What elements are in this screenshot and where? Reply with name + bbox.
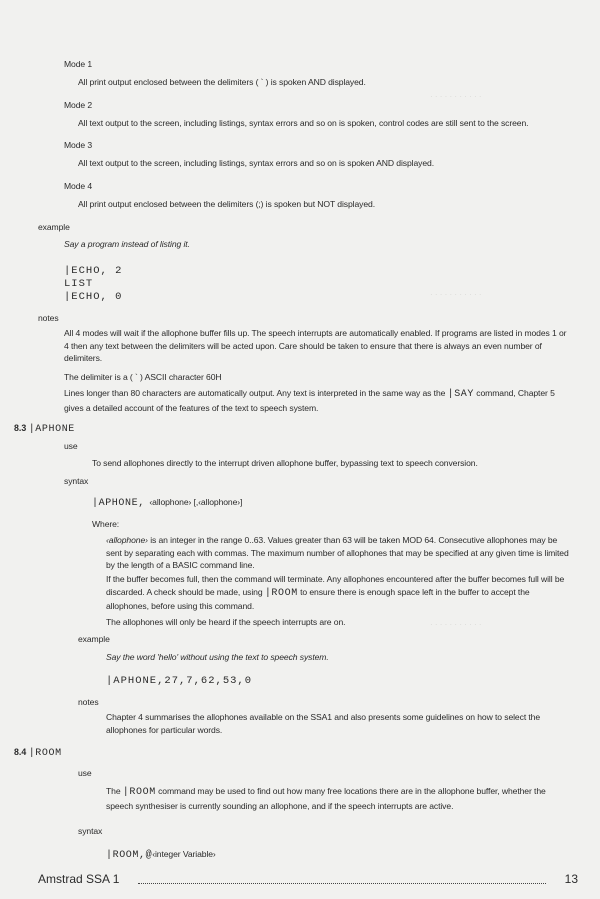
- room-syntax: [106, 848, 216, 863]
- echo-notes-paragraph-2: Lines longer than 80 characters are automatically output. Any text is interpreted in the same way as the |SAY command, Chapter 5 gives a detailed account of the features of the text to speech system.: [64, 388, 555, 413]
- where-label: Where:: [92, 519, 120, 529]
- aphone-notes-heading: notes: [78, 697, 99, 707]
- section-8-3-heading: 8.3 |APHONE: [14, 423, 75, 435]
- room-command-inline: |ROOM: [122, 787, 156, 798]
- aphone-example-code: |APHONE,27,7,62,53,0: [106, 675, 253, 687]
- echo-code-line-2: LIST: [64, 278, 94, 290]
- footer-leader-dots: [138, 883, 546, 884]
- bleed-through: · · · · · · · · · · ·: [430, 92, 482, 101]
- mode-4-label: Mode 4: [64, 181, 93, 191]
- section-8-4-heading: 8.4 |ROOM: [14, 747, 62, 759]
- echo-example-description: Say a program instead of listing it.: [64, 239, 190, 249]
- echo-notes-paragraph: All 4 modes will wait if the allophone buffer fills up. The speech interrupts are automatically enabled. If programs are listed in modes 1 or 4 then any text between the delimiters will be acted upon. Care should be taken to ensure that there is always an even number of delimiters.: [64, 328, 567, 364]
- aphone-syntax-command: |APHONE,: [92, 498, 145, 509]
- room-use-text: The |ROOM command may be used to find out how many free locations there are in the allophone buffer, whether the speech synthesiser is currently sounding an allophone, and if the speech interrupts are active.: [106, 786, 546, 811]
- room-use-heading: use: [78, 768, 92, 778]
- speech-interrupts-note: The allophones will only be heard if the speech interrupts are on.: [106, 617, 346, 627]
- room-syntax-command: |ROOM,@: [106, 850, 153, 861]
- room-syntax-heading: syntax: [78, 826, 103, 836]
- page-footer: [38, 872, 578, 888]
- aphone-example-description: Say the word 'hello' without using the text to speech system.: [106, 652, 329, 662]
- aphone-use-heading: use: [64, 441, 78, 451]
- aphone-use-text: To send allophones directly to the interrupt driven allophone buffer, bypassing text to speech conversion.: [92, 458, 478, 468]
- echo-notes-heading: notes: [38, 313, 59, 323]
- room-command-ref: |ROOM: [264, 587, 298, 599]
- mode-3-text: All text output to the screen, including listings, syntax errors and so on is spoken AND displayed.: [78, 158, 435, 168]
- echo-code-line-1: |ECHO, 2: [64, 265, 123, 277]
- aphone-syntax-heading: syntax: [64, 476, 89, 486]
- echo-example-heading: example: [38, 222, 70, 232]
- bleed-through: · · · · · · · · · · ·: [430, 620, 482, 629]
- say-command: |SAY: [447, 389, 475, 400]
- mode-4-text: All print output enclosed between the delimiters (;) is spoken but NOT displayed.: [78, 199, 375, 209]
- buffer-full-note: If the buffer becomes full, then the command will terminate. Any allophones encountered after the buffer becomes full will be discarded. A check should be made, using |ROOM to ensure there is enough space left in the buffer to accept the allophones, before using this command.: [106, 574, 565, 612]
- echo-code-line-3: |ECHO, 0: [64, 291, 123, 303]
- mode-1-text: All print output enclosed between the delimiters ( ` ) is spoken AND displayed.: [78, 77, 366, 87]
- room-syntax-args: ‹integer Variable›: [152, 849, 216, 859]
- allophone-definition: ‹allophone› is an integer in the range 0..63. Values greater than 63 will be taken MOD 64. Consecutive allophones may be sent by separating each with commas. The maximum number of allophones that may be specified at any given time is limited by the length of a BASIC command line.: [106, 535, 569, 571]
- aphone-notes-text: Chapter 4 summarises the allophones available on the SSA1 and also presents some guidelines on how to select the allophones for particular words.: [106, 712, 541, 735]
- mode-2-text: All text output to the screen, including listings, syntax errors and so on is spoken, control codes are still sent to the screen.: [78, 118, 529, 128]
- aphone-syntax-args: ‹allophone› [,‹allophone›]: [149, 497, 243, 507]
- mode-2-label: Mode 2: [64, 100, 93, 110]
- footer-title: Amstrad SSA 1: [38, 872, 120, 886]
- aphone-syntax: [92, 496, 242, 511]
- mode-3-label: Mode 3: [64, 140, 93, 150]
- page-number: 13: [564, 872, 578, 886]
- bleed-through: · · · · · · · · · · ·: [430, 290, 482, 299]
- aphone-example-heading: example: [78, 634, 110, 644]
- mode-1-label: Mode 1: [64, 59, 93, 69]
- delimiter-note: The delimiter is a ( ` ) ASCII character 60H: [64, 372, 222, 382]
